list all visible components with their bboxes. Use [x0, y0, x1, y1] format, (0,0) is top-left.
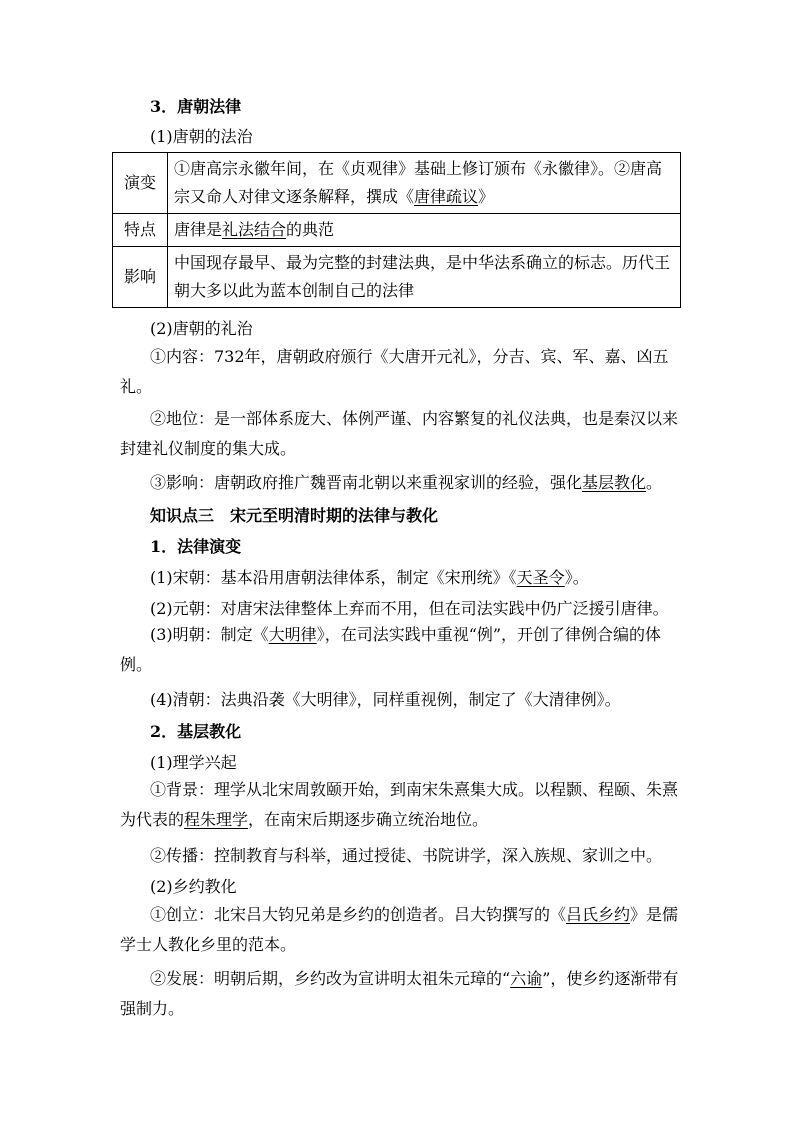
paragraph-rites-content: ①内容：732年，唐朝政府颁行《大唐开元礼》，分吉、宾、军、嘉、凶五礼。 — [120, 347, 669, 396]
subheading-tang-rule-of-law: (1)唐朝的法治 — [150, 127, 253, 146]
section-title-tang-law: 3．唐朝法律 — [150, 97, 242, 116]
subheading-xiangyue: (2)乡约教化 — [150, 877, 237, 896]
paragraph-xiangyue-develop: ②发展：明朝后期，乡约改为宣讲明太祖朱元璋的“六谕”，使乡约逐渐带有强制力。 — [120, 969, 679, 1018]
tang-law-table — [112, 152, 681, 308]
row-label: 特点 — [113, 214, 168, 247]
paragraph-rites-status: ②地位：是一部体系庞大、体例严谨、内容繁复的礼仪法典，也是秦汉以来封建礼仪制度的集大成。 — [120, 409, 679, 458]
table-row — [113, 247, 681, 308]
row-label: 演变 — [113, 153, 168, 214]
paragraph-lixue-background: ①背景：理学从北宋周敦颐开始，到南宋朱熹集大成。以程颢、程颐、朱熹为代表的程朱理学，在南宋后期逐步确立统治地位。 — [120, 780, 679, 829]
table-row — [113, 153, 681, 214]
row-content: 中国现存最早、最为完整的封建法典，是中华法系确立的标志。历代王朝大多以此为蓝本创制自己的法律 — [168, 247, 681, 308]
paragraph-yuan: (2)元朝：对唐宋法律整体上弃而不用，但在司法实践中仍广泛援引唐律。 — [150, 599, 669, 618]
row-content: 唐律是礼法结合的典范 — [168, 214, 681, 247]
paragraph-qing: (4)清朝：法典沿袭《大明律》，同样重视例，制定了《大清律例》。 — [150, 690, 621, 709]
paragraph-rites-impact: ③影响：唐朝政府推广魏晋南北朝以来重视家训的经验，强化基层教化。 — [150, 473, 663, 492]
table-row — [113, 214, 681, 247]
section-title-law-evolution: 1．法律演变 — [150, 537, 242, 556]
row-label: 影响 — [113, 247, 168, 308]
subheading-tang-rites: (2)唐朝的礼治 — [150, 319, 253, 338]
paragraph-song: (1)宋朝：基本沿用唐朝法律体系，制定《宋刑统》《天圣令》。 — [150, 568, 589, 587]
subheading-lixue: (1)理学兴起 — [150, 753, 237, 772]
row-content: ①唐高宗永徽年间，在《贞观律》基础上修订颁布《永徽律》。②唐高宗又命人对律文逐条解释，撰成《唐律疏议》 — [168, 153, 681, 214]
paragraph-lixue-spread: ②传播：控制教育与科举，通过授徒、书院讲学，深入族规、家训之中。 — [150, 846, 663, 865]
paragraph-xiangyue-create: ①创立：北宋吕大钧兄弟是乡约的创造者。吕大钧撰写的《吕氏乡约》是儒学士人教化乡里的范本。 — [120, 905, 679, 954]
paragraph-ming: (3)明朝：制定《大明律》，在司法实践中重视“例”，开创了律例合编的体例。 — [120, 625, 662, 674]
knowledge-point-title: 知识点三 宋元至明清时期的法律与教化 — [150, 506, 439, 525]
section-title-basic-education: 2．基层教化 — [150, 722, 242, 741]
